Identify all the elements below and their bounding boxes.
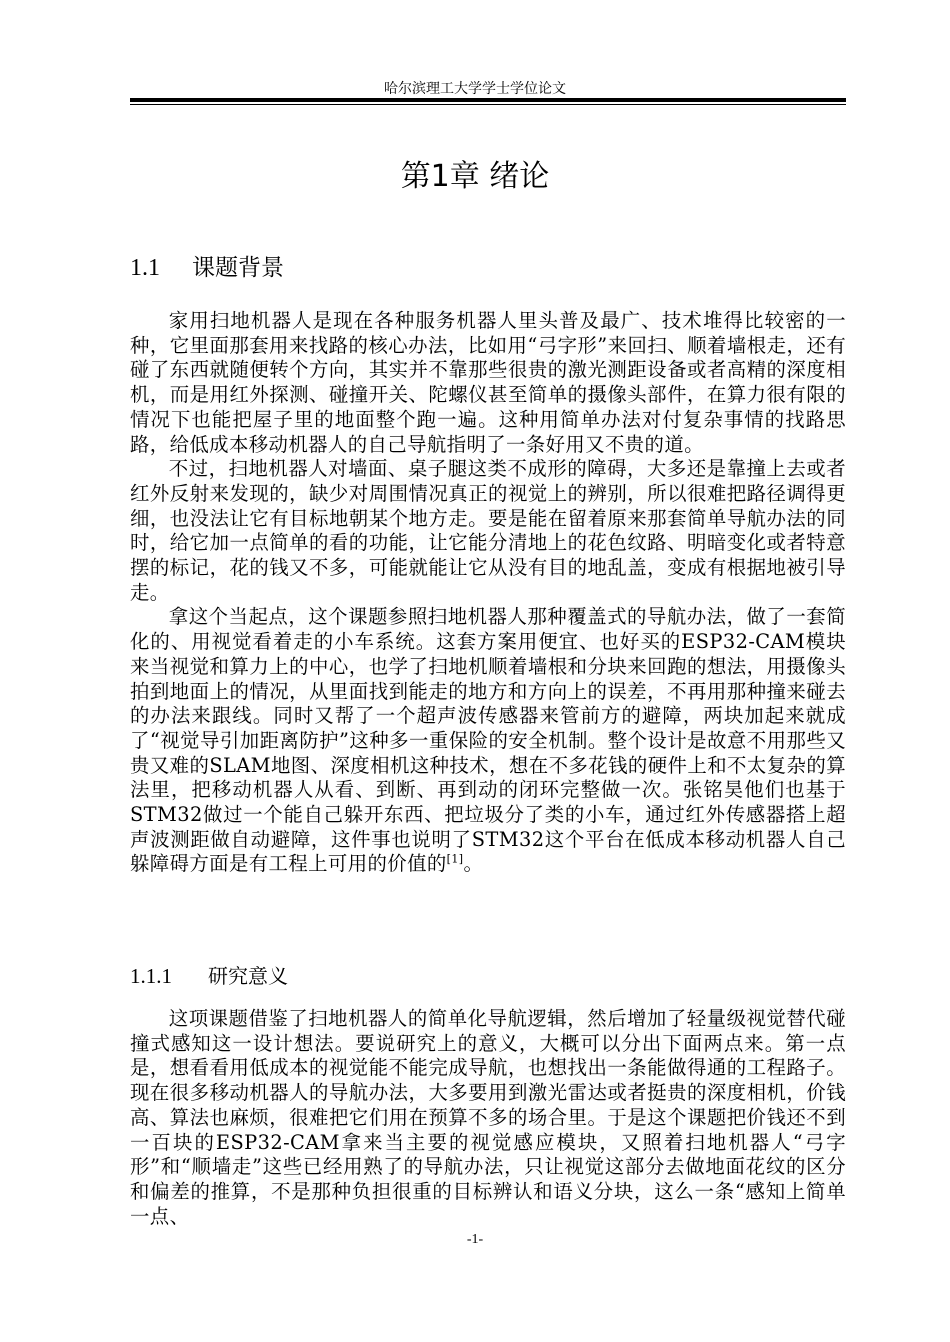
- page-number: -1-: [466, 1232, 484, 1247]
- section-1-1-1-body: [130, 1007, 846, 1229]
- paragraph: 家用扫地机器人是现在各种服务机器人里头普及最广、技术堆得比较密的一种，它里面那套用来找路的核心办法，比如用“弓字形”来回扫、顺着墙根走，还有碰了东西就随便转个方向，其实并不靠那些很贵的激光测距设备或者高精的深度相机，而是用红外探测、碰撞开关、陀螺仪甚至简单的摄像头部件，在算力很有限的情况下也能把屋子里的地面整个跑一遍。这种用简单办法对付复杂事情的找路思路，给低成本移动机器人的自己导航指明了一条好用又不贵的道。: [130, 309, 846, 456]
- subsection-number: 1.1.1: [130, 964, 172, 988]
- running-header: 哈尔滨理工大学学士学位论文: [384, 81, 566, 97]
- paragraph-end-punct: 。: [463, 852, 484, 876]
- header-rule-thick: [130, 98, 846, 102]
- subsection-title: 研究意义: [208, 964, 288, 988]
- citation-mark: [1]: [446, 853, 464, 866]
- section-heading-1-1: [130, 249, 284, 282]
- chapter-title: 第1章 绪论: [400, 159, 550, 194]
- section-1-1-body: [130, 309, 846, 877]
- section-title: 课题背景: [192, 255, 284, 281]
- section-number: 1.1: [130, 255, 160, 281]
- header-rule-thin: [130, 104, 846, 105]
- paragraph: [130, 605, 846, 877]
- paragraph: 不过，扫地机器人对墙面、桌子腿这类不成形的障碍，大多还是靠撞上去或者红外反射来发现的，缺少对周围情况真正的视觉上的辨别，所以很难把路径调得更细，也没法让它有目标地朝某个地方走。要是能在留着原来那套简单导航办法的同时，给它加一点简单的看的功能，让它能分清地上的花色纹路、明暗变化或者特意摆的标记，花的钱又不多，可能就能让它从没有目的地乱盖，变成有根据地被引导走。: [130, 457, 846, 604]
- paragraph-text: 拿这个当起点，这个课题参照扫地机器人那种覆盖式的导航办法，做了一套简化的、用视觉看着走的小车系统。这套方案用便宜、也好买的ESP32-CAM模块来当视觉和算力上的中心，也学了扫地机顺着墙根和分块来回跑的想法，用摄像头拍到地面上的情况，从里面找到能走的地方和方向上的误差，不再用那种撞来碰去的办法来跟线。同时又帮了一个超声波传感器来管前方的避障，两块加起来就成了“视觉导引加距离防护”这种多一重保险的安全机制。整个设计是故意不用那些又贵又难的SLAM地图、深度相机这种技术，想在不多花钱的硬件上和不太复杂的算法里，把移动机器人从看、到断、再到动的闭环完整做一次。张铭昊他们也基于STM32做过一个能自己躲开东西、把垃圾分了类的小车，通过红外传感器搭上超声波测距做自动避障，这件事也说明了STM32这个平台在低成本移动机器人自己躲障碍方面是有工程上可用的价值的: [130, 605, 846, 876]
- section-heading-1-1-1: [130, 960, 288, 989]
- paragraph: 这项课题借鉴了扫地机器人的简单化导航逻辑，然后增加了轻量级视觉替代碰撞式感知这一设计想法。要说研究上的意义，大概可以分出下面两点来。第一点是，想看看用低成本的视觉能不能完成导航，也想找出一条能做得通的工程路子。现在很多移动机器人的导航办法，大多要用到激光雷达或者挺贵的深度相机，价钱高、算法也麻烦，很难把它们用在预算不多的场合里。于是这个课题把价钱还不到一百块的ESP32-CAM拿来当主要的视觉感应模块，又照着扫地机器人“弓字形”和“顺墙走”这些已经用熟了的导航办法，只让视觉这部分去做地面花纹的区分和偏差的推算，不是那种负担很重的目标辨认和语义分块，这么一条“感知上简单一点、: [130, 1007, 846, 1228]
